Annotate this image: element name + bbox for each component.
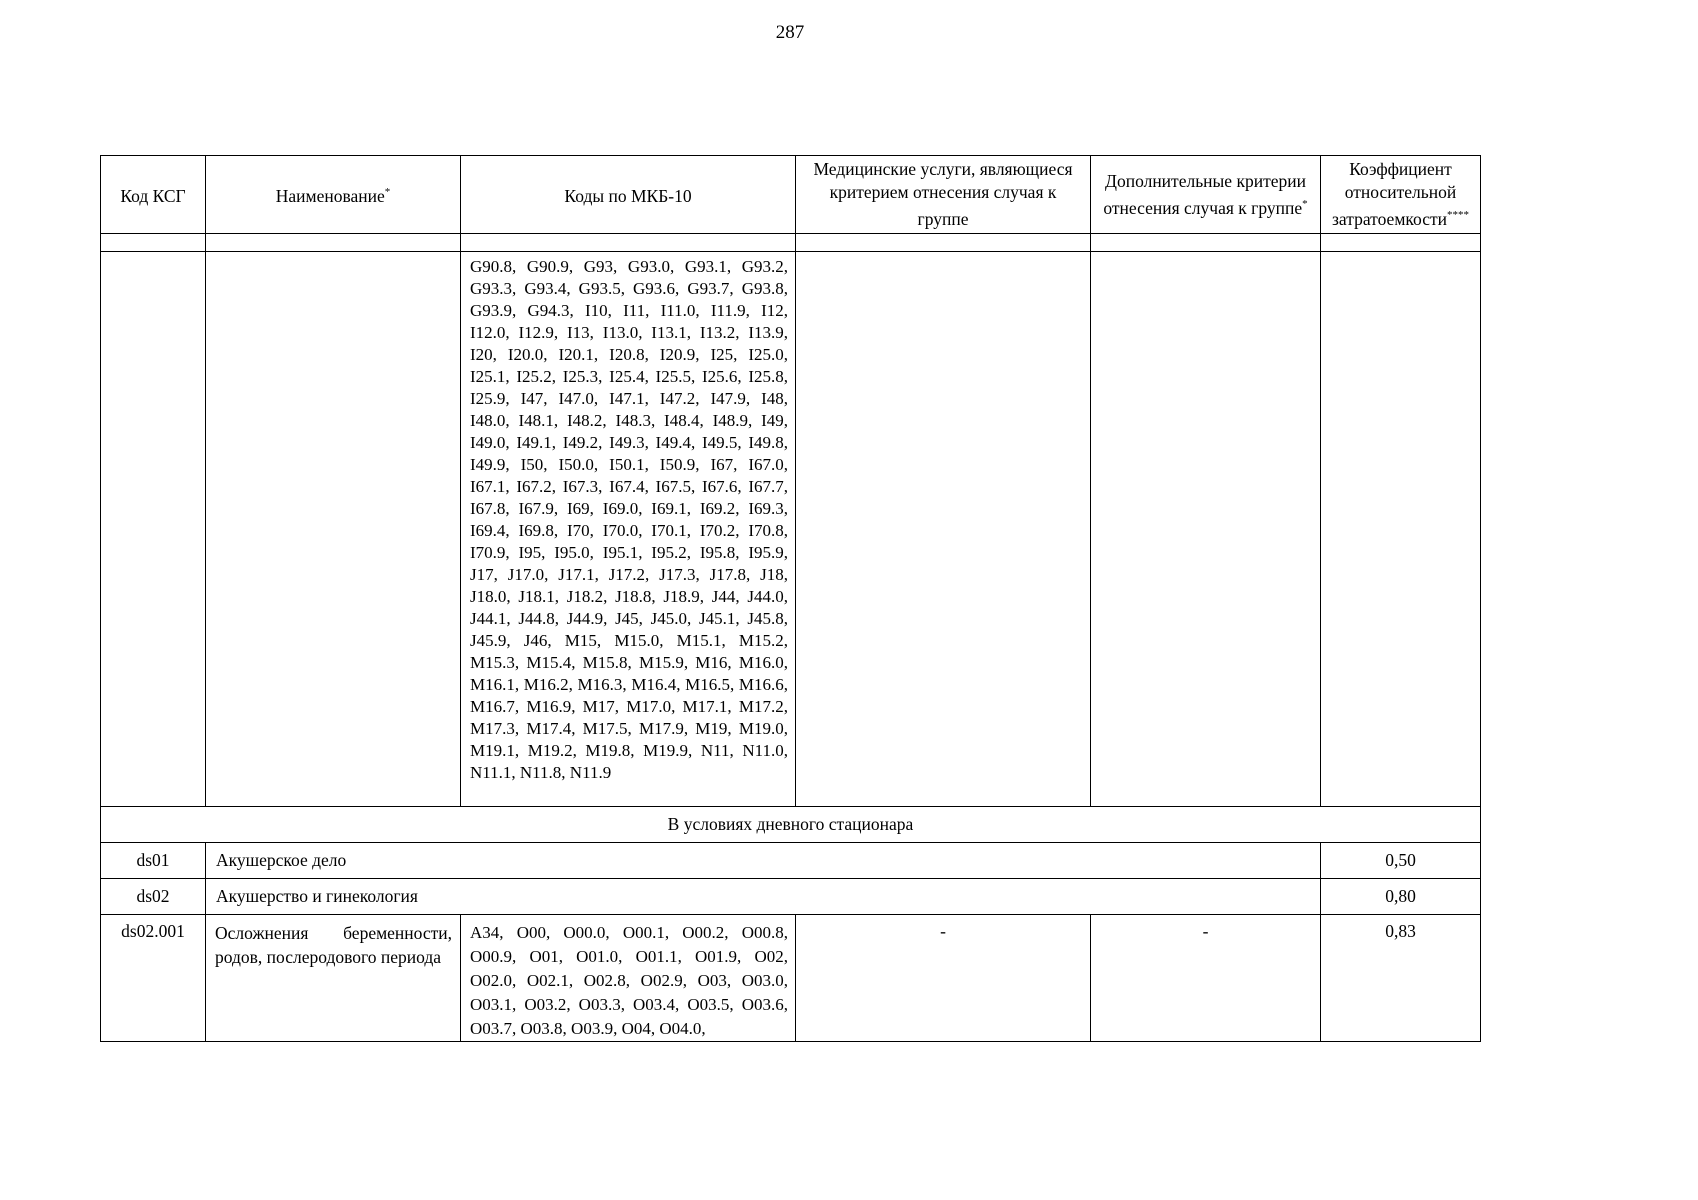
header-cell-mkb10-codes	[461, 156, 796, 234]
spacer-cell	[1321, 234, 1481, 252]
medical-services-cell: -	[796, 915, 1091, 1042]
ksg-code-cell: ds02	[101, 879, 206, 915]
header-cell-additional-criteria	[1091, 156, 1321, 234]
mkb10-codes-cell: A34, O00, O00.0, O00.1, O00.2, O00.8, O00.9, O01, O01.0, O01.1, O01.9, O02, O02.0, O02.1, O02.8, O02.9, O03, O03.0, O03.1, O03.2, O03.3, O03.4, O03.5, O03.6, O03.7, O03.8, O03.9, O04, O04.0,	[461, 915, 796, 1042]
footnote-mark: *	[1302, 197, 1308, 210]
name-cell: Акушерство и гинекология	[206, 879, 1321, 915]
header-label: Коды по МКБ-10	[564, 185, 692, 206]
header-label: Наименование	[275, 185, 385, 206]
table-row	[101, 843, 1481, 879]
footnote-mark: ****	[1446, 209, 1469, 222]
section-title-row	[101, 807, 1481, 843]
spacer-cell	[1091, 234, 1321, 252]
additional-criteria-cell: -	[1091, 915, 1321, 1042]
spacer-cell	[796, 234, 1091, 252]
name-cell: Осложнения беременности, родов, послеродового периода	[206, 915, 461, 1042]
empty-cell-medical-services	[796, 252, 1091, 807]
spacer-cell	[206, 234, 461, 252]
header-label: Медицинские услуги, являющиеся критерием отнесения случая к группе	[813, 159, 1073, 229]
section-title: В условиях дневного стационара	[101, 807, 1481, 843]
continuation-row	[101, 252, 1481, 807]
header-label: Дополнительные критерии отнесения случая к группе	[1103, 170, 1306, 218]
header-cell-cost-coefficient	[1321, 156, 1481, 234]
header-cell-medical-services	[796, 156, 1091, 234]
header-cell-name	[206, 156, 461, 234]
table-row	[101, 915, 1481, 1042]
spacer-cell	[461, 234, 796, 252]
header-cell-ksg-code	[101, 156, 206, 234]
coefficient-cell: 0,50	[1321, 843, 1481, 879]
mkb10-codes-text: G90.8, G90.9, G93, G93.0, G93.1, G93.2, G93.3, G93.4, G93.5, G93.6, G93.7, G93.8, G93.9, G94.3, I10, I11, I11.0, I11.9, I12, I12.0, I12.9, I13, I13.0, I13.1, I13.2, I13.9, I20, I20.0, I20.1, I20.8, I20.9, I25, I25.0, I25.1, I25.2, I25.3, I25.4, I25.5, I25.6, I25.8, I25.9, I47, I47.0, I47.1, I47.2, I47.9, I48, I48.0, I48.1, I48.2, I48.3, I48.4, I48.9, I49, I49.0, I49.1, I49.2, I49.3, I49.4, I49.5, I49.8, I49.9, I50, I50.0, I50.1, I50.9, I67, I67.0, I67.1, I67.2, I67.3, I67.4, I67.5, I67.6, I67.7, I67.8, I67.9, I69, I69.0, I69.1, I69.2, I69.3, I69.4, I69.8, I70, I70.0, I70.1, I70.2, I70.8, I70.9, I95, I95.0, I95.1, I95.2, I95.8, I95.9, J17, J17.0, J17.1, J17.2, J17.3, J17.8, J18, J18.0, J18.1, J18.2, J18.8, J18.9, J44, J44.0, J44.1, J44.8, J44.9, J45, J45.0, J45.1, J45.8, J45.9, J46, M15, M15.0, M15.1, M15.2, M15.3, M15.4, M15.8, M15.9, M16, M16.0, M16.1, M16.2, M16.3, M16.4, M16.5, M16.6, M16.7, M16.9, M17, M17.0, M17.1, M17.2, M17.3, M17.4, M17.5, M17.9, M19, M19.0, M19.1, M19.2, M19.8, M19.9, N11, N11.0, N11.1, N11.8, N11.9	[470, 257, 788, 782]
page-number: 287	[775, 22, 805, 43]
empty-cell-additional-criteria	[1091, 252, 1321, 807]
ksg-code-cell: ds02.001	[101, 915, 206, 1042]
table-clip-region	[100, 155, 1486, 1043]
table-header-row	[101, 156, 1481, 234]
name-cell: Акушерское дело	[206, 843, 1321, 879]
header-label: Код КСГ	[120, 185, 186, 206]
ksg-code-cell: ds01	[101, 843, 206, 879]
coefficient-cell: 0,83	[1321, 915, 1481, 1042]
spacer-row	[101, 234, 1481, 252]
spacer-cell	[101, 234, 206, 252]
empty-cell-name	[206, 252, 461, 807]
header-label: Коэффициент относительной затратоемкости	[1332, 159, 1457, 229]
footnote-mark: *	[384, 186, 391, 199]
mkb10-codes-cell	[461, 252, 796, 807]
empty-cell-ksg-code	[101, 252, 206, 807]
table-row	[101, 879, 1481, 915]
coefficient-cell: 0,80	[1321, 879, 1481, 915]
ksg-tariff-table	[100, 155, 1481, 1042]
empty-cell-cost-coefficient	[1321, 252, 1481, 807]
